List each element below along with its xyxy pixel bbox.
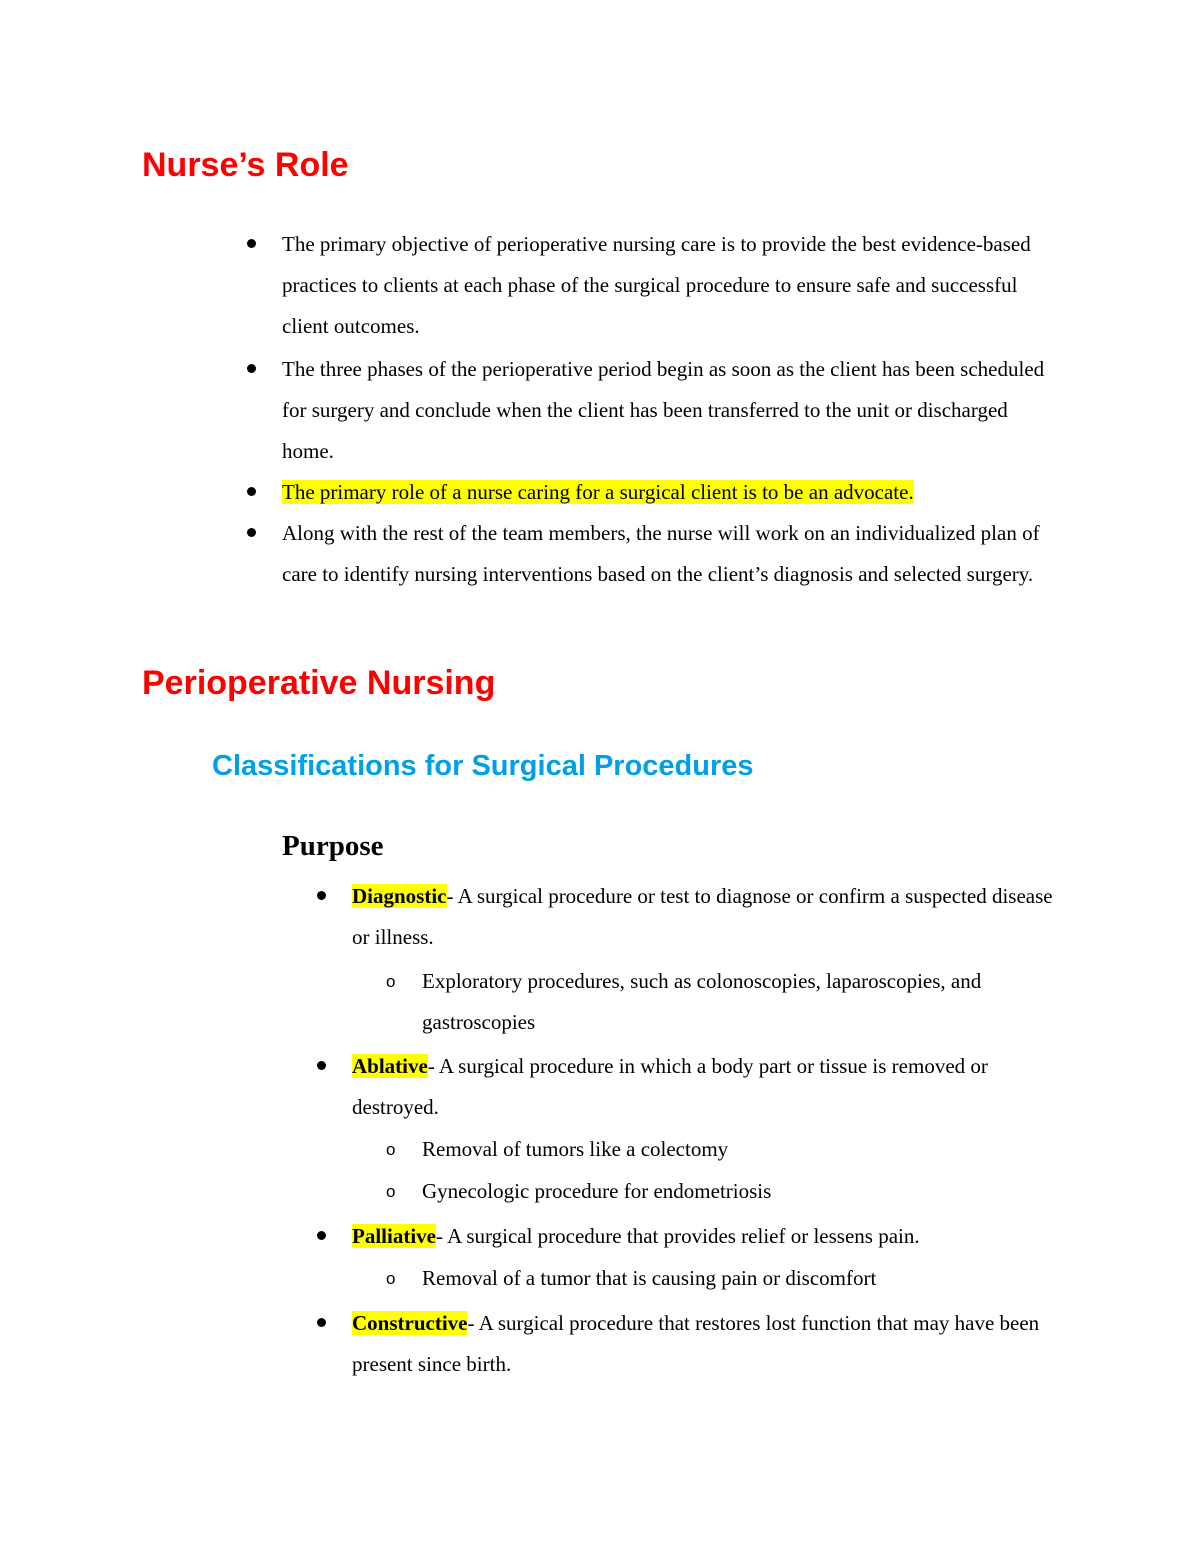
list-item-text: Along with the rest of the team members, the nurse will work on an individualized plan of care to identify nursing interventions based on the client’s diagnosis and selected surgery. bbox=[282, 521, 1040, 586]
list-item bbox=[282, 472, 1062, 513]
bullet-icon bbox=[317, 1061, 326, 1070]
list-item bbox=[352, 1303, 1072, 1385]
list-item bbox=[352, 876, 1072, 958]
perioperative-nursing-heading: Perioperative Nursing bbox=[142, 664, 496, 702]
term-label: Diagnostic bbox=[352, 884, 447, 908]
list-item-text: The three phases of the perioperative period begin as soon as the client has been scheduled for surgery and conclude when the client has been transferred to the unit or discharged home. bbox=[282, 357, 1045, 463]
list-item bbox=[352, 1216, 1072, 1257]
list-item bbox=[282, 513, 1062, 595]
bullet-icon bbox=[317, 1318, 326, 1327]
sub-list-item bbox=[386, 1171, 1072, 1212]
sub-list-item-text: Gynecologic procedure for endometriosis bbox=[422, 1179, 772, 1203]
term-definition: - A surgical procedure in which a body part or tissue is removed or destroyed. bbox=[352, 1054, 988, 1119]
list-item bbox=[282, 349, 1062, 472]
bullet-icon bbox=[317, 891, 326, 900]
term-label: Ablative bbox=[352, 1054, 428, 1078]
bullet-icon bbox=[247, 364, 256, 373]
list-item bbox=[282, 224, 1062, 347]
nurses-role-heading: Nurse’s Role bbox=[142, 146, 349, 184]
classifications-subheading: Classifications for Surgical Procedures bbox=[212, 750, 754, 782]
sub-list-item bbox=[386, 961, 1072, 1043]
circle-bullet-icon: o bbox=[386, 1182, 396, 1201]
term-definition: - A surgical procedure or test to diagnose or confirm a suspected disease or illness. bbox=[352, 884, 1053, 949]
sub-list-item-text: Removal of a tumor that is causing pain or discomfort bbox=[422, 1266, 877, 1290]
highlighted-text: The primary role of a nurse caring for a surgical client is to be an advocate. bbox=[282, 480, 914, 504]
sub-list-item-text: Exploratory procedures, such as colonoscopies, laparoscopies, and gastroscopies bbox=[422, 969, 982, 1034]
sub-list-item bbox=[386, 1258, 1072, 1299]
bullet-icon bbox=[317, 1231, 326, 1240]
bullet-icon bbox=[247, 487, 256, 496]
term-label: Palliative bbox=[352, 1224, 436, 1248]
term-label: Constructive bbox=[352, 1311, 468, 1335]
list-item-text: The primary objective of perioperative nursing care is to provide the best evidence-based practices to clients at each phase of the surgical procedure to ensure safe and successful client outcomes. bbox=[282, 232, 1031, 338]
sub-list-item bbox=[386, 1129, 1072, 1170]
circle-bullet-icon: o bbox=[386, 1140, 396, 1159]
circle-bullet-icon: o bbox=[386, 1269, 396, 1288]
term-definition: - A surgical procedure that restores lost function that may have been present since birth. bbox=[352, 1311, 1040, 1376]
bullet-icon bbox=[247, 528, 256, 537]
bullet-icon bbox=[247, 239, 256, 248]
list-item bbox=[352, 1046, 1072, 1128]
sub-list-item-text: Removal of tumors like a colectomy bbox=[422, 1137, 729, 1161]
term-definition: - A surgical procedure that provides relief or lessens pain. bbox=[435, 1224, 920, 1248]
purpose-heading: Purpose bbox=[282, 830, 384, 862]
circle-bullet-icon: o bbox=[386, 972, 396, 991]
